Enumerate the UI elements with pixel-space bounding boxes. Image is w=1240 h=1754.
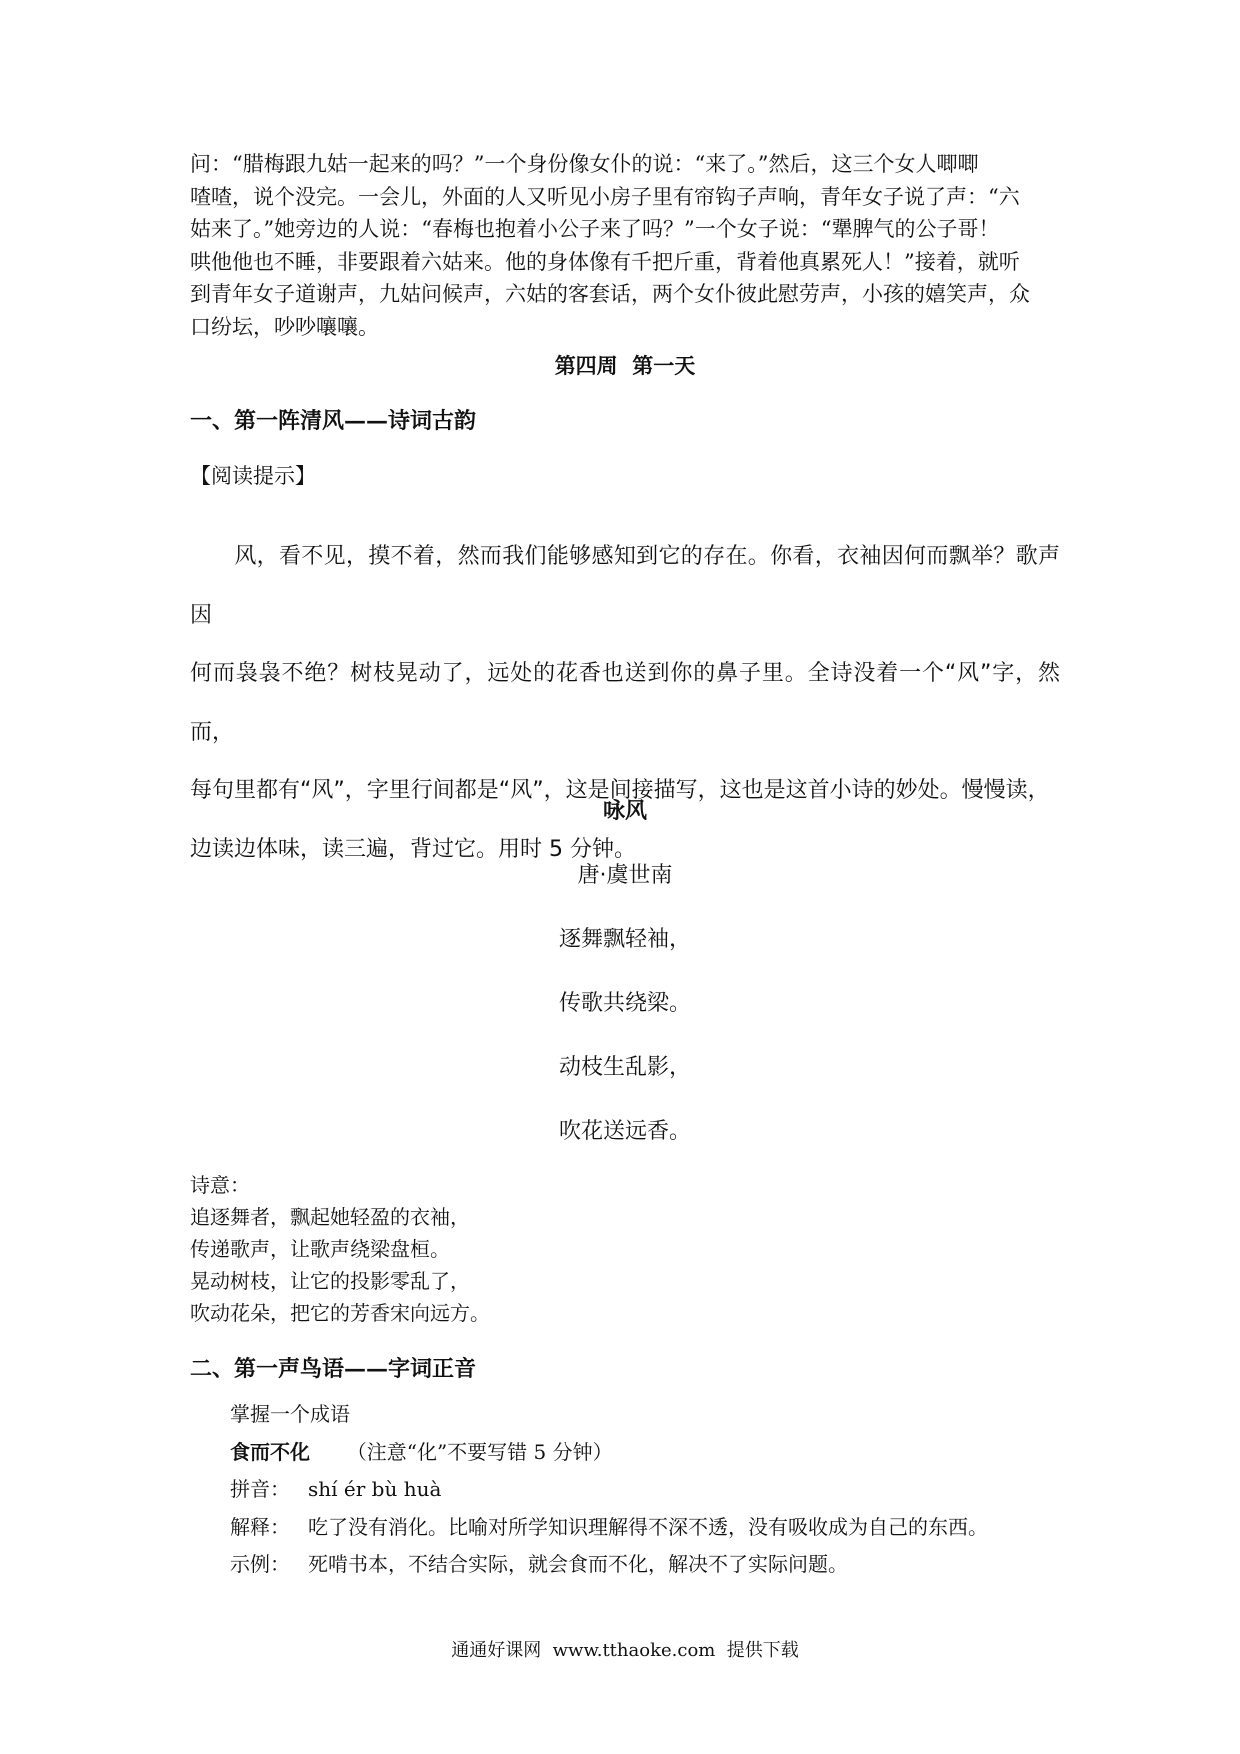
- pinyin-value: shí ér bù huà: [308, 1477, 442, 1501]
- meaning-line: 追逐舞者，飘起她轻盈的衣袖，: [190, 1205, 470, 1229]
- intro-line: 口纷坛，吵吵嚷嚷。: [190, 314, 379, 339]
- explain-label: 解释：: [230, 1514, 290, 1539]
- meaning-line: 晃动树枝，让它的投影零乱了，: [190, 1269, 470, 1293]
- intro-paragraph: [190, 148, 1060, 343]
- intro-line: 喳喳，说个没完。一会儿，外面的人又听见小房子里有帘钩子声响，青年女子说了声：“六: [190, 184, 1020, 209]
- intro-line: 到青年女子道谢声，九姑问候声，六姑的客套话，两个女仆彼此慰劳声，小孩的嬉笑声，众: [190, 282, 1030, 306]
- example-row: [230, 1546, 1060, 1584]
- intro-line: 姑来了。”她旁边的人说：“春梅也抱着小公子来了吗？”一个女子说：“犟脾气的公子哥！: [190, 217, 1000, 241]
- meaning-label: 诗意：: [190, 1173, 250, 1197]
- idiom-intro: 掌握一个成语: [230, 1402, 350, 1426]
- section1-heading: 一、第一阵清风——诗词古韵: [190, 408, 477, 434]
- intro-line: 问：“腊梅跟九姑一起来的吗？”一个身份像女仆的说：“来了。”然后，这三个女人唧唧: [190, 152, 979, 176]
- idiom-term: 食而不化: [230, 1439, 310, 1464]
- page-footer: 通通好课网 www.tthaoke.com 提供下载: [451, 1640, 799, 1661]
- poem-line: 动枝生乱影，: [558, 1055, 691, 1080]
- reading-tip-paragraph: [190, 528, 1060, 879]
- tip-line: 每句里都有“风”，字里行间都是“风”，这是间接描写，这也是这首小诗的妙处。慢慢读，: [190, 778, 1050, 803]
- meaning-line: 传递歌声，让歌声绕梁盘桓。: [190, 1237, 450, 1261]
- meaning-line: 吹动花朵，把它的芳香宋向远方。: [190, 1301, 490, 1325]
- tip-line: 何而袅袅不绝？树枝晃动了，远处的花香也送到你的鼻子里。全诗没着一个“风”字，然而，: [190, 661, 1060, 745]
- poem-line: 逐舞飘轻袖，: [558, 927, 691, 952]
- explain-value: 吃了没有消化。比喻对所学知识理解得不深不透，没有吸收成为自己的东西。: [308, 1514, 988, 1539]
- section2-heading: 二、第一声鸟语——字词正音: [190, 1356, 477, 1382]
- idiom-block: [230, 1396, 1060, 1584]
- example-value: 死啃书本，不结合实际，就会食而不化，解决不了实际问题。: [308, 1552, 848, 1576]
- poem-line: 传歌共绕梁。: [558, 991, 691, 1016]
- poem-title: 咏风: [602, 799, 647, 824]
- poem-line: 吹花送远香。: [558, 1119, 691, 1144]
- idiom-note: （注意“化”不要写错 5 分钟）: [346, 1439, 613, 1464]
- idiom-row: [230, 1434, 1060, 1472]
- example-label: 示例：: [230, 1552, 290, 1576]
- pinyin-row: [230, 1471, 1060, 1509]
- tip-line: 风，看不见，摸不着，然而我们能够感知到它的存在。你看，衣袖因何而飘举？歌声因: [190, 544, 1060, 628]
- pinyin-label: 拼音：: [230, 1477, 290, 1501]
- poem-meaning: [190, 1169, 1060, 1329]
- week-title: 第四周 第一天: [554, 353, 696, 378]
- explain-row: [230, 1509, 1060, 1547]
- tip-line: 边读边体味，读三遍，背过它。用时 5 分钟。: [190, 836, 636, 862]
- intro-line: 哄他他也不睡，非要跟着六姑来。他的身体像有千把斤重，背着他真累死人！”接着，就听: [190, 249, 1020, 274]
- reading-tip-label: 【阅读提示】: [190, 464, 316, 488]
- poem-author: 唐·虞世南: [577, 863, 673, 888]
